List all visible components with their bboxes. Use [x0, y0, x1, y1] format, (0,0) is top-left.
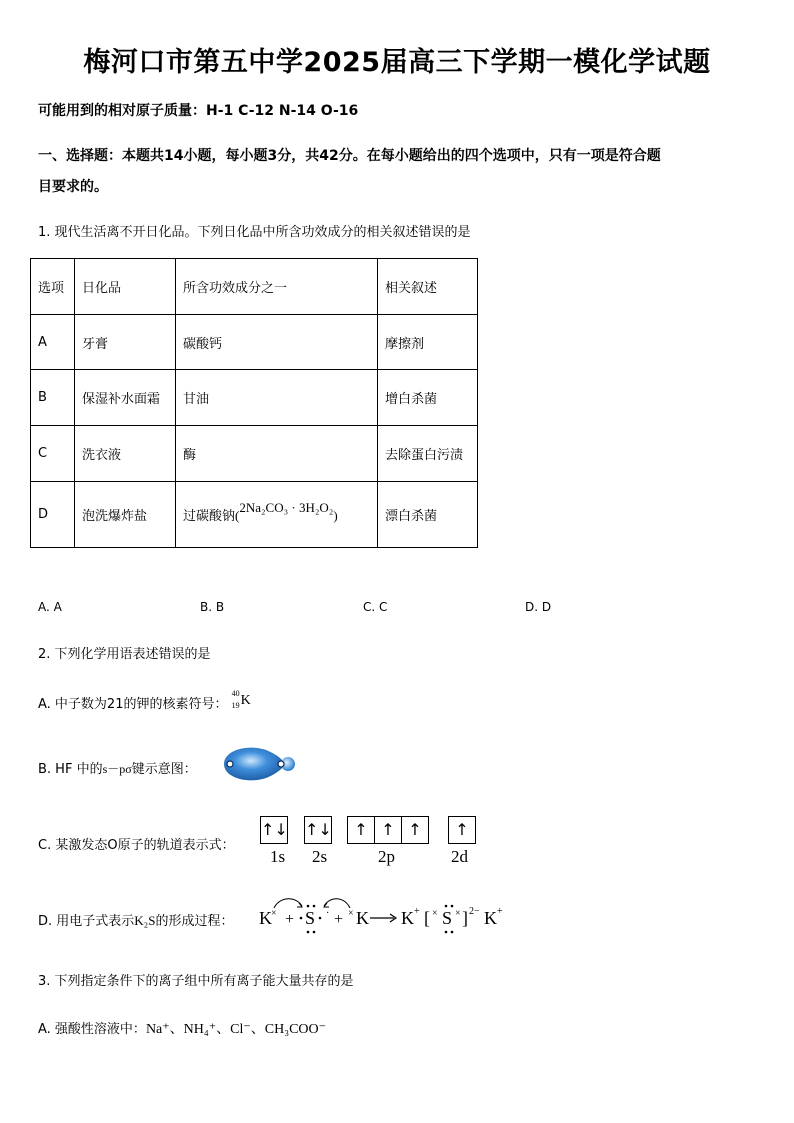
table-cell: C — [31, 426, 75, 482]
svg-text:S: S — [305, 908, 316, 928]
k2s-formula: K₂S — [134, 913, 156, 928]
orbital-box-2d: ↑ — [448, 816, 476, 844]
table-cell: 增白杀菌 — [378, 370, 478, 426]
q2-stem: 2. 下列化学用语表述错误的是 — [38, 647, 211, 662]
q3-stem: 3. 下列指定条件下的离子组中所有离子能大量共存的是 — [38, 974, 354, 989]
table-row — [31, 315, 478, 370]
table-cell: 泡洗爆炸盐 — [75, 482, 176, 548]
svg-text:[: [ — [424, 908, 430, 928]
q2-option-b[interactable] — [38, 758, 197, 777]
table-cell: 过碳酸钠(2Na₂CO₃ · 3H₂O₂) — [176, 482, 378, 548]
q1-choice-d[interactable]: D. D — [525, 600, 552, 614]
table-cell: 碳酸钙 — [176, 315, 378, 370]
q2-a-text: A. 中子数为21的钾的核素符号： — [38, 697, 228, 712]
table-header-cell: 日化品 — [75, 259, 176, 315]
orbital-box-2p: ↑ — [402, 816, 429, 844]
svg-text:×: × — [455, 908, 461, 919]
svg-text:+: + — [285, 911, 295, 928]
q2-d-text2: 的形成过程： — [155, 914, 234, 929]
q3-a-text: A. 强酸性溶液中： — [38, 1022, 146, 1037]
k2s-electron-formation-diagram — [256, 894, 516, 940]
table-row — [31, 482, 478, 548]
s-p-sigma-symbol: s－pσ — [102, 762, 132, 776]
table-cell: A — [31, 315, 75, 370]
table-cell: 酶 — [176, 426, 378, 482]
table-cell: 去除蛋白污渍 — [378, 426, 478, 482]
table-header-cell: 选项 — [31, 259, 75, 315]
svg-text:+: + — [414, 906, 420, 917]
table-cell: 漂白杀菌 — [378, 482, 478, 548]
q2-d-text: D. 用电子式表示 — [38, 914, 135, 929]
svg-text:K: K — [356, 908, 369, 928]
orbital-label-2p: 2p — [378, 847, 395, 866]
svg-text:+: + — [497, 906, 503, 917]
svg-text:+: + — [334, 911, 344, 928]
table-header-row — [31, 259, 478, 315]
svg-text:×: × — [271, 908, 277, 919]
page-title: 梅河口市第五中学2025届高三下学期一模化学试题 — [83, 47, 711, 78]
q1-stem: 1. 现代生活离不开日化品。下列日化品中所含功效成分的相关叙述错误的是 — [38, 225, 471, 240]
ingredient-name: 过碳酸钠 — [183, 509, 236, 524]
orbital-box-2s: ↑↓ — [304, 816, 332, 844]
table-row — [31, 370, 478, 426]
table-header-cell: 所含功效成分之一 — [176, 259, 378, 315]
q1-choice-b[interactable]: B. B — [200, 600, 225, 614]
element-symbol: K — [240, 692, 251, 708]
svg-text:K: K — [259, 908, 272, 928]
q1-choice-c[interactable]: C. C — [363, 600, 388, 614]
section-heading-line2: 目要求的。 — [38, 179, 108, 195]
table-header-cell: 相关叙述 — [378, 259, 478, 315]
q2-b-text2: 键示意图： — [131, 762, 197, 777]
orbital-box-1s: ↑↓ — [260, 816, 288, 844]
svg-text:2−: 2− — [469, 906, 480, 917]
svg-text:]: ] — [462, 908, 468, 928]
s-p-sigma-bond-icon — [218, 742, 298, 788]
q3-option-a[interactable] — [38, 1018, 326, 1038]
svg-text:K: K — [484, 908, 497, 928]
svg-text:·: · — [326, 908, 330, 919]
table-cell: D — [31, 482, 75, 548]
svg-text:S: S — [442, 908, 453, 928]
q1-choice-a[interactable]: A. A — [38, 600, 62, 614]
table-cell: 洗衣液 — [75, 426, 176, 482]
atomic-number: 19 — [231, 700, 240, 710]
svg-text:K: K — [401, 908, 414, 928]
table-cell: B — [31, 370, 75, 426]
svg-text:×: × — [348, 908, 354, 919]
orbital-box-2p: ↑ — [375, 816, 402, 844]
table-cell: 牙膏 — [75, 315, 176, 370]
table-row — [31, 426, 478, 482]
q3-a-ions: Na⁺、NH₄⁺、Cl⁻、CH₃COO⁻ — [145, 1022, 327, 1037]
table-cell: 甘油 — [176, 370, 378, 426]
q2-option-a[interactable] — [38, 688, 256, 715]
orbital-label-2s: 2s — [312, 847, 328, 866]
q1-options-table — [30, 258, 478, 548]
nuclide-symbol — [231, 688, 256, 715]
mass-number: 40 — [231, 688, 240, 698]
q2-option-c[interactable]: C. 某激发态O原子的轨道表示式： — [38, 838, 235, 853]
q2-b-text: B. HF 中的 — [38, 762, 103, 777]
table-cell: 保湿补水面霜 — [75, 370, 176, 426]
section-heading-line1: 一、选择题：本题共14小题，每小题3分，共42分。在每小题给出的四个选项中，只有一项是符合题 — [38, 148, 661, 164]
orbital-label-1s: 1s — [270, 847, 286, 866]
orbital-label-2d: 2d — [451, 847, 468, 866]
q2-option-d[interactable] — [38, 910, 233, 929]
orbital-box-2p: ↑ — [347, 816, 375, 844]
svg-text:×: × — [432, 908, 438, 919]
atomic-mass-line: 可能用到的相对原子质量：H-1 C-12 N-14 O-16 — [38, 103, 359, 119]
table-cell: 摩擦剂 — [378, 315, 478, 370]
formula-2na2co3-3h2o2: 2Na₂CO₃ · 3H₂O₂ — [239, 500, 334, 515]
